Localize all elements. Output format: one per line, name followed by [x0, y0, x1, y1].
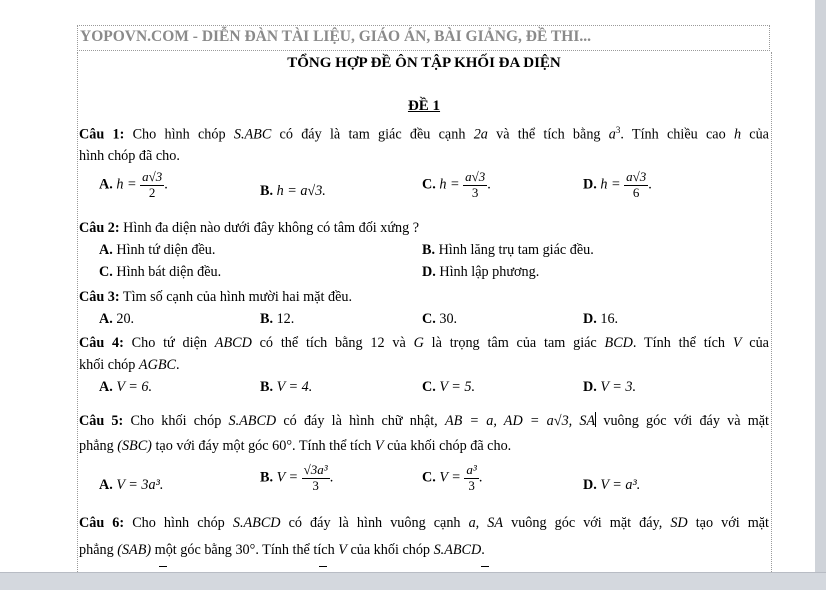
q1-line-2: hình chóp đã cho.	[79, 148, 180, 164]
q1-line-1: Câu 1: Cho hình chóp S.ABC có đáy là tam giác đều cạnh 2a và thể tích bằng $a^3$. Tính chiều cao h của	[79, 125, 769, 143]
horizontal-scrollbar[interactable]	[0, 572, 826, 590]
q1-option-b[interactable]: B. h = a√3.	[260, 183, 326, 199]
right-scroll-gutter	[815, 0, 826, 589]
q6-option-a-partial	[159, 566, 167, 567]
doc-title: TỔNG HỢP ĐỀ ÔN TẬP KHỐI ĐA DIỆN	[287, 55, 561, 71]
q6-option-b-partial	[319, 566, 327, 567]
q5-line-2: phẳng (SBC) tạo với đáy một góc 60°. Tính thể tích V của khối chóp đã cho.	[79, 438, 512, 454]
q4-line-1: Câu 4: Cho tứ diện ABCD có thể tích bằng 12 và G là trọng tâm của tam giác BCD. Tính thể tích V của	[79, 335, 769, 351]
q5-option-d[interactable]: D. V = a³.	[583, 477, 641, 493]
site-banner-text: YOPOVN.COM - DIỄN ĐÀN TÀI LIỆU, GIÁO ÁN, BÀI GIẢNG, ĐỀ THI...	[80, 28, 591, 45]
q6-line-1: Câu 6: Cho hình chóp S.ABCD có đáy là hình vuông cạnh a, SA vuông góc với mặt đáy, SD tạo với mặt	[79, 515, 769, 531]
q5-option-b[interactable]: B. V = $\frac{\text{√3a³}}{3}$ .	[260, 462, 334, 493]
header-banner[interactable]	[77, 25, 770, 51]
q4-line-2: khối chóp AGBC.	[79, 357, 180, 373]
q2-option-b[interactable]: B. Hình lăng trụ tam giác đều.	[422, 242, 594, 258]
q5-option-c[interactable]: C. V = $\frac{\text{a³}}{3}$ .	[422, 462, 483, 493]
q5-line-1: Câu 5: Cho khối chóp S.ABCD có đáy là hình chữ nhật, AB = a, AD = a√3, SA vuông góc với đáy và mặt	[79, 413, 769, 429]
q6-line-2: phẳng (SAB) một góc bằng 30°. Tính thể tích V của khối chóp S.ABCD.	[79, 542, 485, 558]
q2-option-d[interactable]: D. Hình lập phương.	[422, 264, 540, 280]
doc-subtitle: ĐỀ 1	[407, 98, 441, 114]
q3-option-c[interactable]: C. 30.	[422, 311, 458, 327]
q4-option-d[interactable]: D. V = 3.	[583, 379, 637, 395]
q1-option-a[interactable]: A. h = $\frac{a√3}{2}$ .	[99, 169, 168, 200]
q2-stem: Câu 2: Hình đa diện nào dưới đây không có tâm đối xứng ?	[79, 220, 420, 236]
q3-option-d[interactable]: D. 16.	[583, 311, 619, 327]
q5-option-a[interactable]: A. V = 3a³.	[99, 477, 164, 493]
q3-option-b[interactable]: B. 12.	[260, 311, 295, 327]
q4-option-c[interactable]: C. V = 5.	[422, 379, 476, 395]
q3-stem: Câu 3: Tìm số cạnh của hình mười hai mặt đều.	[79, 289, 353, 305]
q3-option-a[interactable]: A. 20.	[99, 311, 135, 327]
q4-option-a[interactable]: A. V = 6.	[99, 379, 153, 395]
q1-option-c[interactable]: C. h = $\frac{a√3}{3}$ .	[422, 169, 491, 200]
q2-option-c[interactable]: C. Hình bát diện đều.	[99, 264, 222, 280]
q6-option-c-partial	[481, 566, 489, 567]
q1-option-d[interactable]: D. h = $\frac{a√3}{6}$ .	[583, 169, 652, 200]
q4-option-b[interactable]: B. V = 4.	[260, 379, 313, 395]
q2-option-a[interactable]: A. Hình tứ diện đều.	[99, 242, 216, 258]
